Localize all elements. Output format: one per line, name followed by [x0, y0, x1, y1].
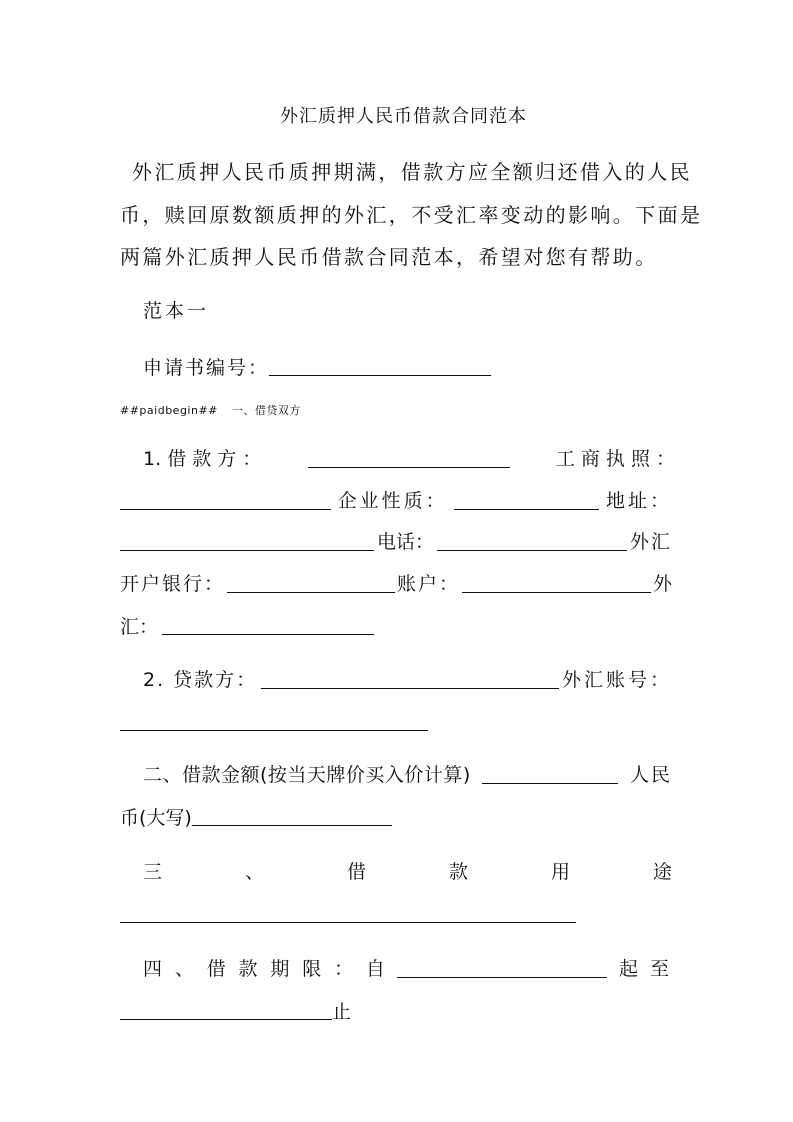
account-blank[interactable] — [462, 572, 651, 593]
section-four-char: 款 — [238, 958, 258, 980]
section-four-char: 借 — [206, 958, 226, 980]
section-four-char: 自 — [365, 958, 385, 980]
borrower-row-5 — [120, 614, 374, 639]
end-label: 止 — [332, 1001, 352, 1023]
loan-start-blank[interactable] — [397, 957, 607, 978]
loan-purpose-blank[interactable] — [120, 902, 576, 923]
loan-amount-blank[interactable] — [482, 763, 618, 784]
sample-heading: 范本一 — [143, 300, 210, 322]
section-four-row-1 — [143, 957, 672, 981]
borrower-name-blank[interactable] — [308, 447, 510, 468]
section-four-char: 、 — [174, 958, 194, 980]
paid-marker-row — [120, 404, 301, 418]
intro-line-3: 两篇外汇质押人民币借款合同范本，希望对您有帮助。 — [120, 245, 658, 269]
section-four-char: ： — [334, 958, 354, 980]
phone-blank[interactable] — [437, 530, 627, 551]
loan-end-blank[interactable] — [120, 999, 332, 1020]
fx-account-blank[interactable] — [120, 710, 428, 731]
section-three-char: 、 — [244, 861, 264, 883]
fx-label-start: 外汇 — [629, 531, 672, 553]
section-three-char: 款 — [448, 861, 468, 883]
section-three-char: 三 — [143, 861, 163, 883]
borrower-row-4 — [120, 572, 672, 596]
section-four-char: 期 — [270, 958, 290, 980]
loan-purpose-row — [120, 902, 576, 927]
account-label: 账户： — [396, 573, 460, 595]
loan-term-label — [143, 957, 385, 981]
until-label: 起 至 — [618, 958, 672, 980]
currency-label: 人民 — [629, 764, 672, 786]
section-four-char: 四 — [143, 958, 163, 980]
bank-label: 开户银行： — [120, 573, 226, 595]
address-label: 地址： — [605, 490, 672, 512]
lender-label: 2. 贷款方： — [143, 669, 258, 691]
borrower-row-3 — [120, 530, 672, 554]
lender-row-1 — [143, 668, 672, 692]
borrower-label: 1. 借 款 方 ： — [143, 448, 262, 470]
section-three-char: 用 — [550, 861, 570, 883]
borrower-row-1 — [143, 447, 675, 471]
application-number-label: 申请书编号： — [143, 357, 270, 379]
application-number-blank[interactable] — [269, 355, 491, 376]
section-four-char: 限 — [302, 958, 322, 980]
paid-marker: ##paidbegin## — [120, 404, 218, 417]
currency-label-cont: 币(大写) — [120, 807, 192, 829]
intro-line-2: 币，赎回原数额质押的外汇，不受汇率变动的影响。下面是 — [120, 203, 703, 227]
phone-label: 电话： — [376, 531, 434, 553]
enterprise-nature-label: 企业性质： — [337, 490, 448, 512]
intro-line-1: 外汇质押人民币质押期满，借款方应全额归还借入的人民 — [132, 160, 692, 184]
document-title: 外汇质押人民币借款合同范本 — [280, 106, 527, 127]
business-license-label: 工 商 执 照 ： — [555, 448, 675, 470]
enterprise-nature-blank[interactable] — [454, 489, 599, 510]
section-two-row-1 — [143, 763, 672, 787]
lender-row-2 — [120, 710, 428, 735]
address-blank[interactable] — [120, 530, 374, 551]
section-three-row — [143, 860, 672, 884]
bank-blank[interactable] — [227, 572, 395, 593]
section-three-char: 途 — [652, 861, 672, 883]
section-one-heading: 一、借贷双方 — [231, 404, 301, 417]
lender-name-blank[interactable] — [261, 668, 559, 689]
business-license-blank[interactable] — [120, 489, 331, 510]
fx-account-label: 外汇账号： — [561, 669, 672, 691]
section-three-char: 借 — [346, 861, 366, 883]
fx-label-cont: 汇： — [120, 616, 159, 638]
section-four-row-2 — [120, 999, 351, 1024]
borrower-row-2 — [120, 489, 672, 513]
application-number-row — [143, 355, 491, 380]
loan-amount-label: 二、借款金额(按当天牌价买入价计算) — [143, 764, 471, 786]
fx-label-end: 外 — [652, 573, 672, 595]
section-two-row-2 — [120, 805, 392, 830]
amount-words-blank[interactable] — [192, 805, 392, 826]
fx-blank[interactable] — [162, 614, 374, 635]
